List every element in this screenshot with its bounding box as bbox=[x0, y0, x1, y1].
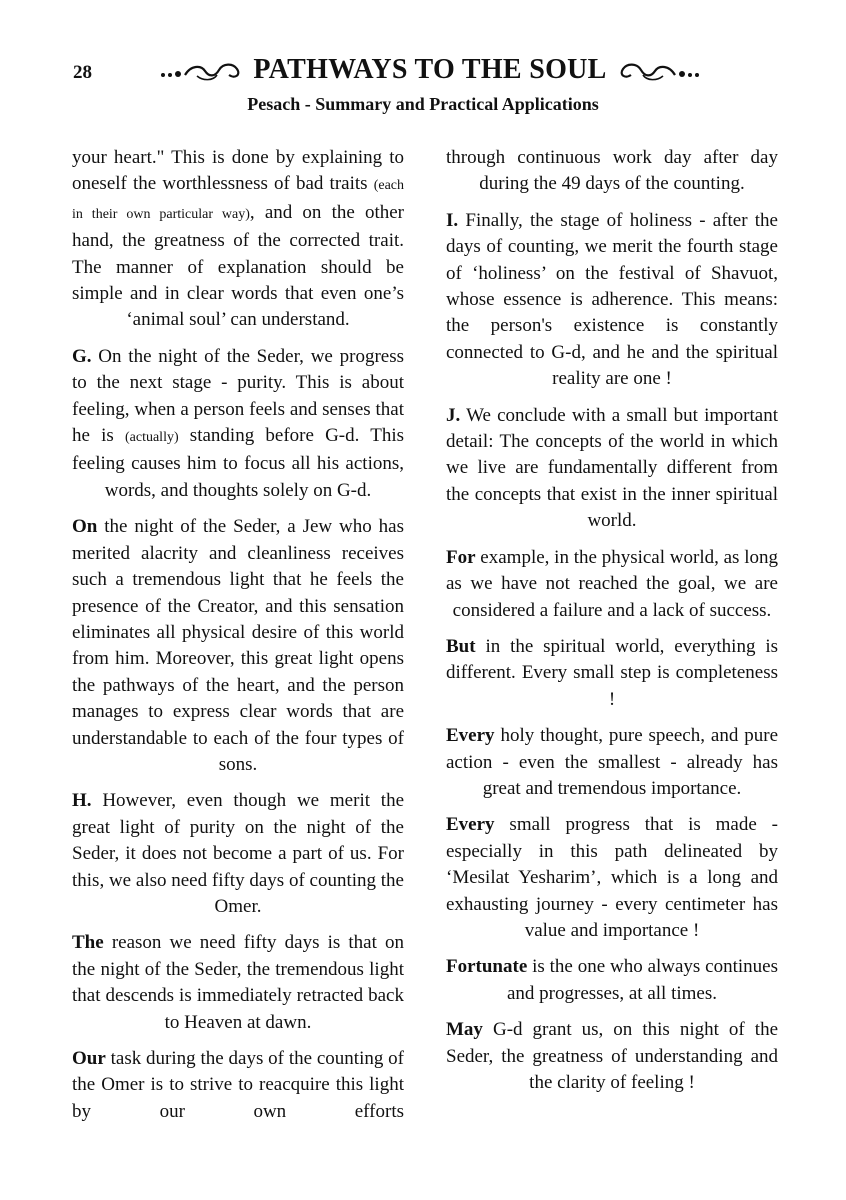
paragraph-text: holy thought, pure speech, and pure action - even the smallest - already has great and tremendous importance. bbox=[446, 725, 778, 799]
paragraph bbox=[446, 634, 778, 713]
paragraph-text: G-d grant us, on this night of the Seder, the greatness of understanding and the clarity of feeling ! bbox=[446, 1019, 778, 1093]
paragraph-lead: Every bbox=[446, 725, 495, 747]
paragraph-lead: Our bbox=[72, 1048, 106, 1069]
paragraph bbox=[446, 1017, 778, 1096]
paragraph-text-rest: , and on the other hand, the greatness of the corrected trait. The manner of explanation should be simple and in clear words that even one’s ‘animal soul’ can understand. bbox=[72, 201, 404, 331]
paragraph bbox=[72, 930, 404, 1036]
paragraph-text: through continuous work day after day during the 49 days of the counting. bbox=[446, 147, 778, 195]
paragraph-lead: May bbox=[446, 1019, 483, 1041]
paragraph-lead: The bbox=[72, 932, 104, 954]
paragraph-aside: (each in their own particular way) bbox=[72, 178, 404, 222]
paragraph bbox=[446, 812, 778, 944]
paragraph-text: small progress that is made - especially in this path delineated by ‘Mesilat Yesharim’, which is a long and exhausting journey - every centimeter has value and importance ! bbox=[446, 814, 778, 941]
paragraph-text: task during the days of the counting of the Omer is to strive to reacquire this light by our own efforts bbox=[72, 1048, 404, 1122]
page-number: 28 bbox=[73, 62, 92, 83]
paragraph-aside: (actually) bbox=[124, 430, 179, 446]
chapter-subtitle: Pesach - Summary and Practical Applications bbox=[247, 94, 599, 114]
running-head bbox=[130, 50, 730, 90]
paragraph-lead: Fortunate bbox=[446, 956, 528, 978]
paragraph-text: reason we need fifty days is that on the night of the Seder, the tremendous light that descends is immediately retracted back to Heaven at dawn. bbox=[72, 932, 404, 1033]
left-column bbox=[72, 145, 404, 1135]
right-column bbox=[446, 145, 778, 1106]
paragraph-text: in the spiritual world, everything is different. Every small step is completeness ! bbox=[446, 635, 778, 710]
paragraph-lead: Every bbox=[446, 814, 495, 836]
paragraph bbox=[72, 1046, 404, 1125]
paragraph-text: example, in the physical world, as long as we have not reached the goal, we are considered a failure and a lack of success. bbox=[446, 546, 778, 621]
paragraph bbox=[72, 145, 404, 334]
paragraph bbox=[446, 723, 778, 802]
paragraph-text: the night of the Seder, a Jew who has merited alacrity and cleanliness receives such a tremendous light that he feels the presence of the Creator, and this sensation eliminates all physical desire of this world from him. Moreover, this great light opens the pathways of the heart, and the person manages to express clear words that are understandable to each of the four types of sons. bbox=[72, 516, 404, 775]
paragraph-text: is the one who always continues and progresses, at all times. bbox=[506, 956, 778, 1004]
paragraph bbox=[72, 788, 404, 920]
paragraph bbox=[446, 403, 778, 535]
paragraph bbox=[72, 344, 404, 504]
paragraph bbox=[72, 514, 404, 778]
paragraph-text: We conclude with a small but important detail: The concepts of the world in which we live are fundamentally different from the concepts that exist in the inner spiritual world. bbox=[446, 404, 778, 532]
paragraph bbox=[446, 954, 778, 1007]
paragraph-lead: H. bbox=[72, 790, 92, 812]
paragraph-lead: J. bbox=[446, 404, 461, 426]
paragraph-text: On the night of the Seder, we progress to the next stage - purity. This is about feeling, when a person feels and senses that he is bbox=[72, 345, 404, 447]
paragraph-text: Finally, the stage of holiness - after the days of counting, we merit the fourth stage of ‘holiness’ on the festival of Shavuot, whose essence is adherence. This means: the person's existence is constantly connected to G-d, and he and the spiritual reality are one ! bbox=[446, 209, 778, 390]
paragraph-lead: On bbox=[72, 516, 98, 538]
left-flourish-icon bbox=[157, 57, 247, 83]
paragraph-text: your heart." This is done by explaining to oneself the worthlessness of bad traits bbox=[72, 147, 404, 195]
paragraph-text: However, even though we merit the great light of purity on the night of the Seder, it does not become a part of us. For this, we also need fifty days of counting the Omer. bbox=[72, 790, 404, 917]
paragraph bbox=[446, 545, 778, 624]
paragraph-text-rest: standing before G-d. This feeling causes him to focus all his actions, words, and thoughts solely on G-d. bbox=[72, 425, 405, 501]
running-title: PATHWAYS TO THE SOUL bbox=[253, 54, 607, 85]
paragraph bbox=[446, 208, 778, 393]
paragraph-lead: I. bbox=[446, 209, 459, 231]
paragraph-lead: But bbox=[446, 635, 476, 657]
paragraph bbox=[446, 145, 778, 198]
right-flourish-icon bbox=[613, 57, 703, 83]
paragraph-lead: G. bbox=[72, 345, 92, 367]
paragraph-lead: For bbox=[446, 546, 476, 568]
